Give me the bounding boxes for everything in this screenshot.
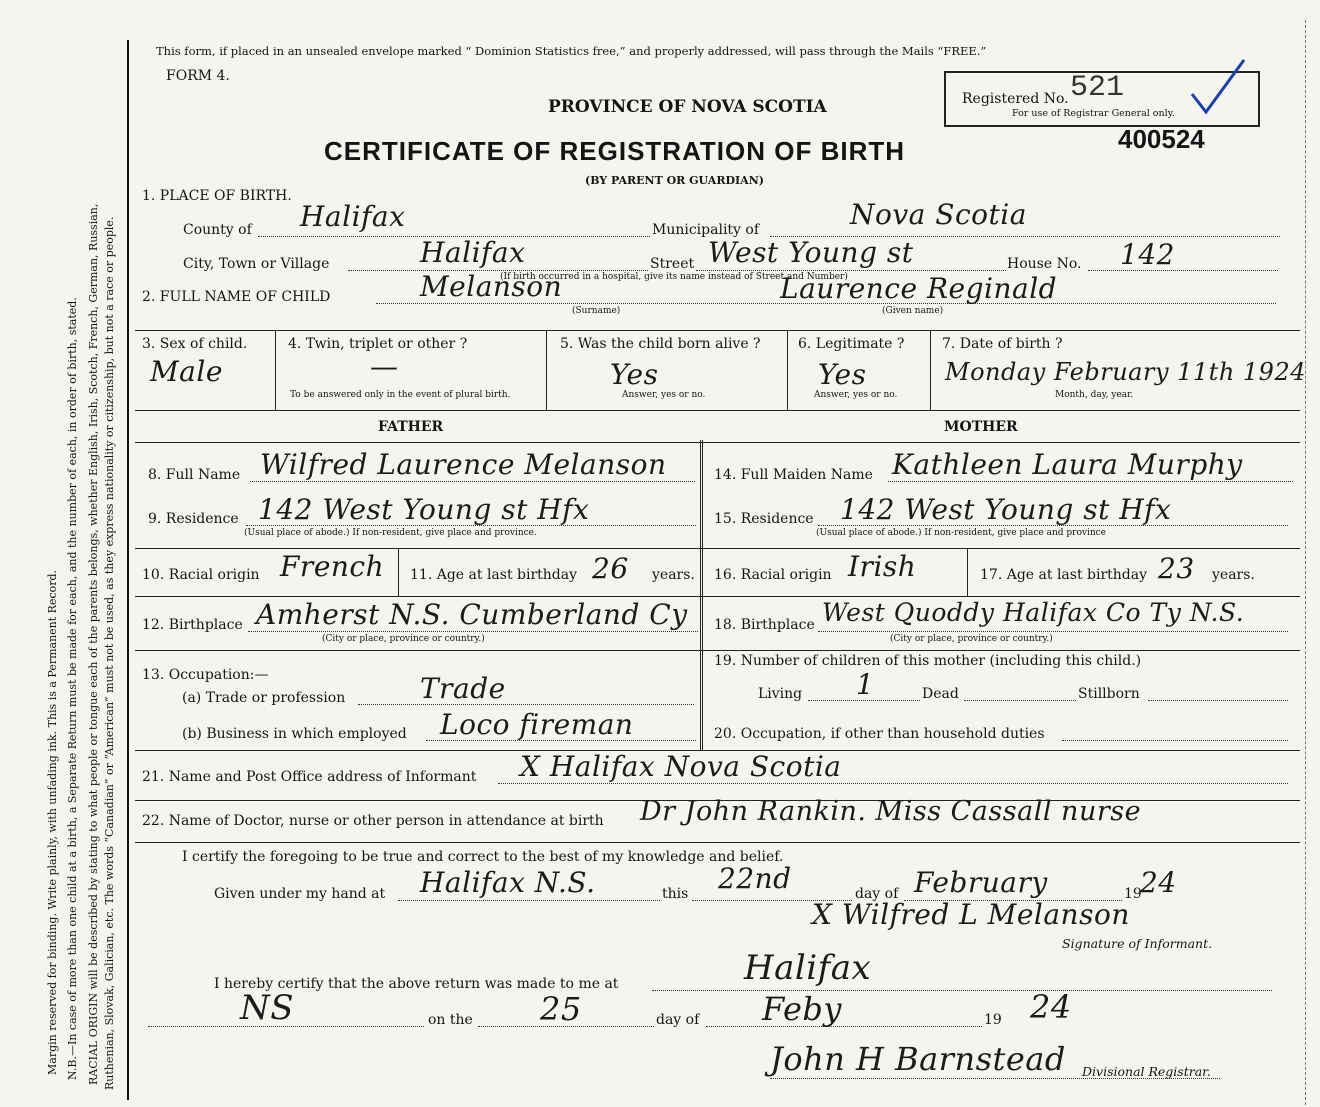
hereby-certify-statement: I hereby certify that the above return was made to me at	[214, 976, 619, 992]
province-heading: PROVINCE OF NOVA SCOTIA	[548, 97, 827, 117]
county-value: Halifax	[300, 200, 406, 233]
sex-value: Male	[150, 355, 223, 388]
mother-birthplace-value: West Quoddy Halifax Co Ty N.S.	[822, 598, 1245, 627]
born-alive-note: Answer, yes or no.	[622, 390, 706, 400]
mother-age-value: 23	[1158, 552, 1195, 585]
mother-birthplace-label: 18. Birthplace	[714, 617, 815, 633]
margin-divider	[127, 40, 129, 1100]
registrar-general-note: For use of Registrar General only.	[1012, 108, 1175, 119]
surname-note: (Surname)	[572, 306, 621, 316]
date-of-birth-note: Month, day, year.	[1055, 390, 1134, 400]
legitimate-label: 6. Legitimate ?	[798, 336, 905, 352]
given-name-note: (Given name)	[882, 306, 944, 316]
father-birthplace-note: (City or place, province or country.)	[322, 634, 485, 644]
father-residence-value: 142 West Young st Hfx	[258, 493, 590, 526]
street-value: West Young st	[708, 236, 914, 269]
dead-label: Dead	[922, 686, 959, 702]
this-label: this	[662, 886, 689, 902]
twin-label: 4. Twin, triplet or other ?	[288, 336, 468, 352]
doctor-value: Dr John Rankin. Miss Cassall nurse	[640, 796, 1142, 827]
on-the-label: on the	[428, 1012, 473, 1028]
business-value: Loco fireman	[440, 708, 634, 741]
margin-note-racial-origin: RACIAL ORIGIN will be described by stating to what people or tongue each of the parents belongs, whether English, Irish, Scotch, French, German, Russian,	[87, 203, 100, 1085]
given-at-label: Given under my hand at	[214, 886, 386, 902]
father-residence-label: 9. Residence	[148, 511, 239, 527]
father-heading: FATHER	[378, 419, 444, 435]
mother-age-years: years.	[1212, 567, 1255, 583]
street-label: Street	[650, 256, 695, 272]
legitimate-value: Yes	[818, 358, 867, 391]
page-subtitle: (BY PARENT OR GUARDIAN)	[585, 174, 764, 187]
child-name-label: 2. FULL NAME OF CHILD	[142, 289, 331, 305]
mother-birthplace-note: (City or place, province or country.)	[890, 634, 1053, 644]
page-title: CERTIFICATE OF REGISTRATION OF BIRTH	[324, 136, 906, 166]
margin-note-multiple-births: N.B.—In case of more than one child at a birth, a Separate Return must be made for each, and the number of each, in order of birth, stated.	[66, 297, 79, 1080]
given-at-value: Halifax N.S.	[420, 866, 596, 899]
mother-age-label: 17. Age at last birthday	[980, 567, 1148, 583]
house-number-value: 142	[1120, 238, 1175, 271]
registration-place-value: Halifax	[744, 948, 872, 988]
municipality-value: Nova Scotia	[850, 198, 1027, 231]
occupation-label: 13. Occupation:—	[142, 667, 269, 683]
twin-note: To be answered only in the event of plural birth.	[290, 390, 511, 400]
right-edge-line	[1305, 20, 1306, 1105]
mother-heading: MOTHER	[944, 419, 1018, 435]
place-of-birth-label: 1. PLACE OF BIRTH.	[142, 188, 292, 204]
city-label: City, Town or Village	[183, 256, 330, 272]
county-label: County of	[183, 222, 252, 238]
father-race-value: French	[280, 550, 385, 583]
mother-race-label: 16. Racial origin	[714, 567, 832, 583]
sex-label: 3. Sex of child.	[142, 336, 248, 352]
day-of-label-2: day of	[656, 1012, 700, 1028]
mother-residence-note: (Usual place of abode.) If non-resident, give place and province	[816, 528, 1107, 538]
mother-race-value: Irish	[848, 550, 917, 583]
mother-name-value: Kathleen Laura Murphy	[892, 448, 1243, 481]
father-name-label: 8. Full Name	[148, 467, 241, 483]
city-value: Halifax	[420, 236, 526, 269]
municipality-label: Municipality of	[652, 222, 760, 238]
father-birthplace-label: 12. Birthplace	[142, 617, 243, 633]
divisional-registrar-label: Divisional Registrar.	[1082, 1064, 1211, 1079]
registration-month-value: Feby	[762, 990, 842, 1028]
father-name-value: Wilfred Laurence Melanson	[260, 448, 667, 481]
father-age-value: 26	[592, 552, 629, 585]
born-alive-value: Yes	[610, 358, 659, 391]
mother-residence-value: 142 West Young st Hfx	[840, 493, 1172, 526]
given-month-value: February	[914, 866, 1048, 899]
child-given-name-value: Laurence Reginald	[780, 272, 1058, 305]
informant-value: X Halifax Nova Scotia	[520, 750, 842, 783]
child-surname-value: Melanson	[420, 270, 563, 303]
father-age-label: 11. Age at last birthday	[410, 567, 578, 583]
business-label: (b) Business in which employed	[182, 726, 407, 742]
certify-statement: I certify the foregoing to be true and correct to the best of my knowledge and belief.	[182, 849, 784, 865]
house-number-label: House No.	[1007, 256, 1082, 272]
living-value: 1	[856, 668, 875, 701]
signature-of-informant-label: Signature of Informant.	[1062, 936, 1213, 951]
form-number: FORM 4.	[166, 68, 230, 84]
margin-note-binding: Margin reserved for binding. Write plainly, with unfading ink. This is a Permanent Record.	[46, 569, 59, 1075]
registered-label: Registered No.	[962, 91, 1069, 107]
informant-label: 21. Name and Post Office address of Informant	[142, 769, 477, 785]
registration-place-value-2: NS	[240, 988, 295, 1028]
doctor-label: 22. Name of Doctor, nurse or other person in attendance at birth	[142, 813, 604, 829]
children-label: 19. Number of children of this mother (including this child.)	[714, 653, 1142, 669]
trade-value: Trade	[420, 672, 506, 705]
born-alive-label: 5. Was the child born alive ?	[560, 336, 761, 352]
trade-label: (a) Trade or profession	[182, 690, 346, 706]
date-of-birth-value: Monday February 11th 1924	[945, 358, 1306, 386]
registration-year-value: 24	[1030, 988, 1072, 1026]
date-of-birth-label: 7. Date of birth ?	[942, 336, 1063, 352]
registrar-signature: John H Barnstead	[770, 1040, 1066, 1078]
mother-name-label: 14. Full Maiden Name	[714, 467, 873, 483]
registration-day-value: 25	[540, 990, 582, 1028]
registered-number: 521	[1070, 71, 1125, 105]
mail-notice: This form, if placed in an unsealed envelope marked “ Dominion Statistics free,” and properly addressed, will pass through the Mails “FREE.”	[156, 44, 987, 58]
margin-note-racial-origin-2: Ruthenian, Slovak, Galician, etc. The words “Canadian” or “American” must not be used, as they express nationality or citizenship, but not a race or people.	[103, 216, 116, 1090]
father-residence-note: (Usual place of abode.) If non-resident, give place and province.	[244, 528, 537, 538]
given-day-value: 22nd	[718, 862, 792, 895]
father-race-label: 10. Racial origin	[142, 567, 260, 583]
stillborn-label: Stillborn	[1078, 686, 1140, 702]
twin-value: —	[370, 350, 399, 383]
year-prefix-label-2: 19	[984, 1012, 1002, 1028]
checkmark-icon	[1188, 56, 1248, 116]
stamp-number: 400524	[1118, 124, 1205, 154]
day-of-label: day of	[855, 886, 899, 902]
given-year-value: 24	[1140, 866, 1177, 899]
mother-residence-label: 15. Residence	[714, 511, 814, 527]
hospital-note: (If birth occurred in a hospital, give its name instead of Street and Number)	[500, 272, 848, 282]
father-birthplace-value: Amherst N.S. Cumberland Cy	[256, 598, 688, 631]
father-age-years: years.	[652, 567, 695, 583]
living-label: Living	[758, 686, 803, 702]
year-prefix-label: 19	[1124, 886, 1142, 902]
mother-occupation-label: 20. Occupation, if other than household duties	[714, 726, 1045, 742]
informant-signature: X Wilfred L Melanson	[812, 898, 1130, 931]
legitimate-note: Answer, yes or no.	[814, 390, 898, 400]
